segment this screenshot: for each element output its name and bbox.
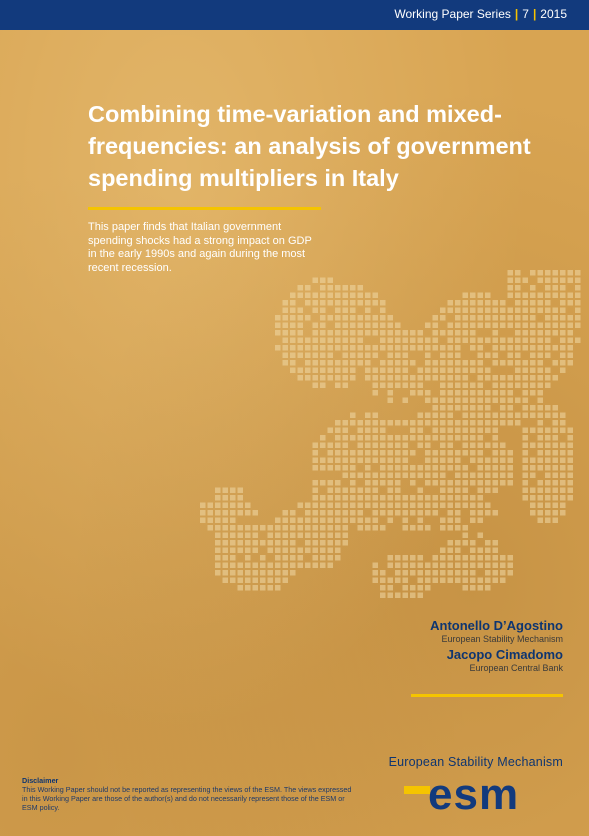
author-affiliation: European Stability Mechanism <box>441 634 563 644</box>
publisher-name: European Stability Mechanism <box>388 755 563 769</box>
esm-logo <box>404 776 564 812</box>
series-name: Working Paper Series <box>394 7 511 21</box>
separator: | <box>514 7 519 21</box>
logo-wordmark: esm <box>428 776 520 812</box>
logo-accent-bar <box>404 786 430 794</box>
disclaimer <box>22 776 352 812</box>
disclaimer-text: This Working Paper should not be reported as representing the views of the ESM. The views expressed in this Working Paper are those of the author(s) and do not necessarily represent those of the ESM or ESM policy. <box>22 785 352 812</box>
author-affiliation: European Central Bank <box>469 663 563 673</box>
author-list <box>263 618 563 676</box>
paper-number: 7 <box>522 7 529 21</box>
paper-year: 2015 <box>540 7 567 21</box>
summary-text: This paper finds that Italian government spending shocks had a strong impact on GDP in the early 1990s and again during the most recent recession. <box>88 221 312 274</box>
page-title: Combining time-variation and mixed-frequencies: an analysis of government spending multipliers in Italy <box>88 101 531 191</box>
author-name: Antonello D’Agostino <box>430 618 563 633</box>
disclaimer-heading: Disclaimer <box>22 776 59 785</box>
authors-divider <box>411 694 563 697</box>
title-divider <box>88 207 321 210</box>
separator: | <box>532 7 537 21</box>
author-name: Jacopo Cimadomo <box>446 647 563 662</box>
